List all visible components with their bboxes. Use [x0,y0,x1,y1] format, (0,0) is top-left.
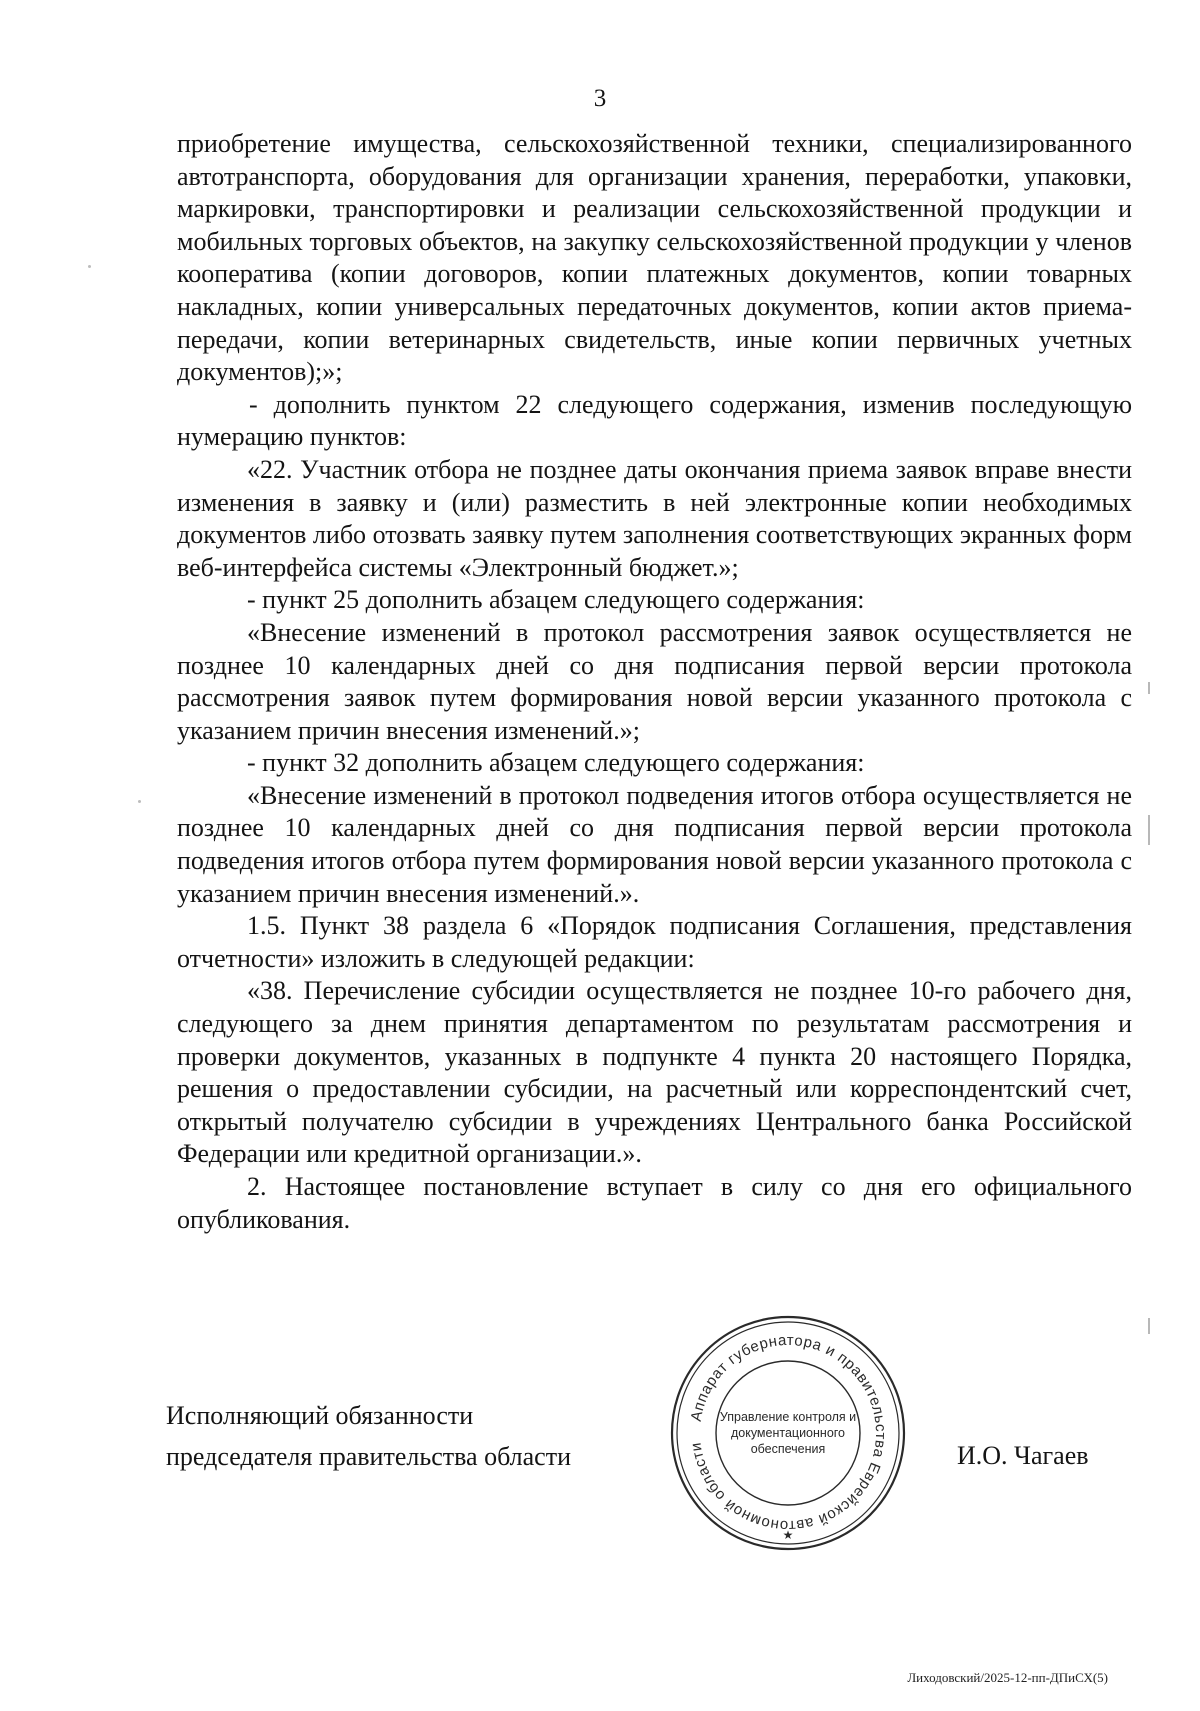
document-body [177,128,1132,1236]
page-number: 3 [593,85,607,112]
seal-star: ★ [782,1528,794,1542]
scan-artifact [88,265,91,268]
seal-ring-text: Аппарат губернатора и правительства Еврейской автономной области [687,1331,890,1535]
scan-artifact [1148,1318,1150,1334]
signatory-name: И.О. Чагаев [957,1441,1089,1470]
signatory-position [166,1395,571,1477]
paragraph-3: «22. Участник отбора не позднее даты окончания приема заявок вправе внести изменения в заявку и (или) разместить в ней электронные копии необходимых документов либо отозвать заявку путем заполнения соответствующих экранных форм веб-интерфейса системы «Электронный бюджет.»; [177,454,1132,582]
paragraph-2: - дополнить пунктом 22 следующего содержания, изменив последующую нумерацию пунктов: [177,389,1132,452]
signatory-position-line-2: председателя правительства области [166,1442,571,1471]
paragraph-8: 1.5. Пункт 38 раздела 6 «Порядок подписания Соглашения, представления отчетности» изложить в следующей редакции: [177,911,1132,973]
scan-artifact [138,800,141,803]
paragraph-10: 2. Настоящее постановление вступает в силу со дня его официального опубликования. [177,1172,1132,1234]
seal-center-line-1: Управление контроля и [719,1410,857,1424]
seal-center-line-2: документационного [730,1426,846,1440]
document-reference: Лиходовский/2025-12-пп-ДПиСХ(5) [907,1670,1108,1685]
paragraph-1: приобретение имущества, сельскохозяйственной техники, специализированного автотранспорта, оборудования для организации хранения, переработки, упаковки, маркировки, транспортировки и реализации сельскохозяйственной продукции и мобильных торговых объектов, на закупку сельскохозяйственной продукции у членов кооператива (копии договоров, копии платежных документов, копии товарных накладных, копии универсальных передаточных документов, копии актов приема-передачи, копии ветеринарных свидетельств, иные копии первичных учетных документов);»; [177,129,1132,387]
paragraph-6: - пункт 32 дополнить абзацем следующего содержания: [247,748,865,778]
signatory-position-line-1: Исполняющий обязанности [166,1401,474,1430]
paragraph-9: «38. Перечисление субсидии осуществляется не позднее 10-го рабочего дня, следующего за днем принятия департаментом по результатам рассмотрения и проверки документов, указанных в подпункте 4 пункта 20 настоящего Порядка, решения о предоставлении субсидии, на расчетный или корреспондентский счет, открытый получателю субсидии в учреждениях Центрального банка Российской Федерации или кредитной организации.». [177,976,1132,1169]
scan-artifact [1148,682,1150,694]
paragraph-7: «Внесение изменений в протокол подведения итогов отбора осуществляется не позднее 10 календарных дней со дня подписания первой версии протокола подведения итогов отбора путем формирования новой версии указанного протокола с указанием причин внесения изменений.». [177,780,1132,908]
official-seal [668,1313,908,1553]
paragraph-4: - пункт 25 дополнить абзацем следующего содержания: [247,585,865,615]
scan-artifact [1148,815,1150,845]
paragraph-5: «Внесение изменений в протокол рассмотрения заявок осуществляется не позднее 10 календарных дней со дня подписания первой версии протокола рассмотрения заявок путем формирования новой версии указанного протокола с указанием причин внесения изменений.»; [177,617,1132,745]
seal-center-line-3: обеспечения [750,1442,826,1456]
